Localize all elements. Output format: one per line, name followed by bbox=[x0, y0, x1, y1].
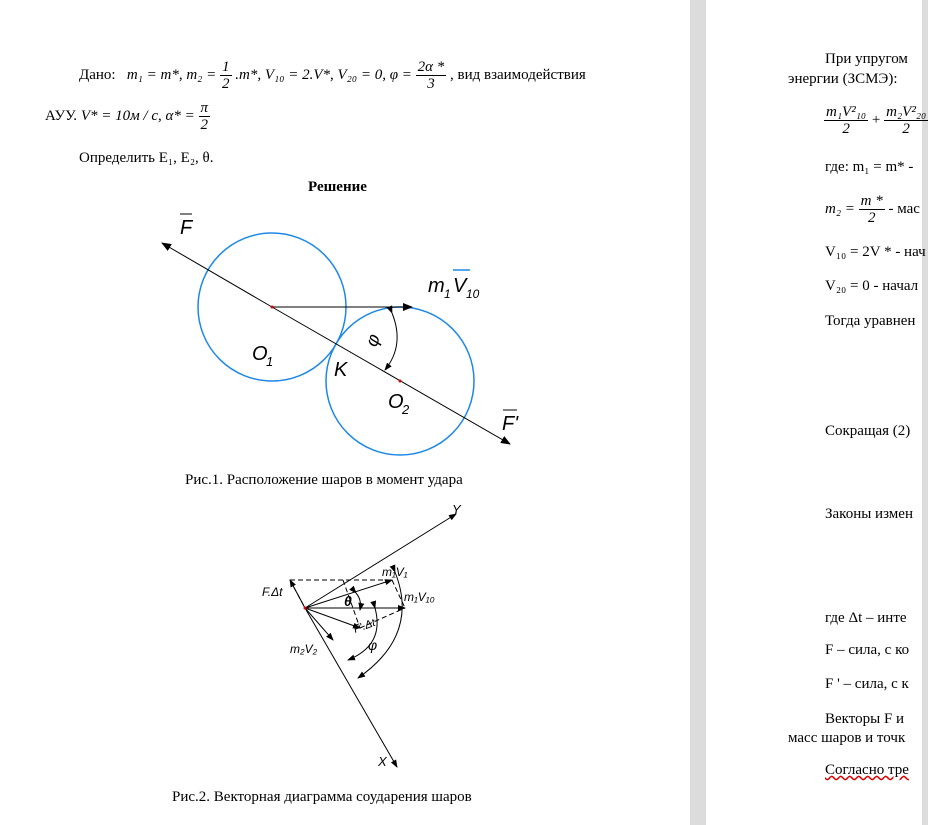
given-formula-a: m₁ = m*, m₂ = bbox=[126, 66, 217, 83]
center-O2-dot bbox=[399, 380, 402, 383]
laws-line: Законы измен bbox=[825, 506, 913, 522]
right-line-2: энергии (ЗСМЭ): bbox=[788, 71, 898, 87]
vectors-line: Векторы F и bbox=[825, 711, 905, 727]
label-Fp-dt: F'.Δt bbox=[351, 616, 377, 636]
label-m1v10-1: 1 bbox=[444, 287, 451, 301]
document-page-right bbox=[706, 0, 927, 825]
auu-label: АУУ. bbox=[45, 107, 78, 124]
F-force-line: F – сила, с ко bbox=[825, 642, 910, 658]
then-line: Тогда уравнен bbox=[825, 313, 916, 329]
m2-fraction: $\frac{m *}{2}$ bbox=[860, 193, 883, 226]
according-line: Согласно тре bbox=[825, 762, 909, 778]
label-m1v1: m₁V₁ bbox=[382, 565, 408, 579]
auu-line bbox=[45, 100, 210, 133]
angle-phi-arc bbox=[385, 313, 397, 370]
given-label: Дано: bbox=[79, 66, 116, 83]
axis-X bbox=[305, 608, 397, 767]
m2-line bbox=[825, 193, 920, 226]
given-line bbox=[79, 59, 586, 92]
given-tail: , вид взаимодействия bbox=[450, 66, 586, 83]
Fp-force-line: F ' – сила, с к bbox=[825, 676, 909, 692]
label-m1v10: m₁V₁₀ bbox=[404, 590, 435, 604]
reduce-line: Сокращая (2) bbox=[825, 423, 911, 439]
m2-label: m₂ = bbox=[825, 200, 855, 217]
label-phi-2: φ bbox=[368, 637, 378, 653]
figure-1-caption: Рис.1. Расположение шаров в момент удара bbox=[185, 472, 463, 488]
label-m1v10-m: m bbox=[428, 275, 445, 297]
label-O2: O bbox=[388, 391, 404, 413]
fraction-one-half: $\frac{1}{2}$ bbox=[222, 59, 230, 92]
center-O1-dot bbox=[271, 306, 274, 309]
label-phi: φ bbox=[361, 331, 385, 350]
energy-plus: + bbox=[871, 111, 881, 128]
angle-theta-arc bbox=[356, 593, 361, 610]
m2-tail: - мас bbox=[888, 200, 920, 217]
given-formula-b: .m*, V₁₀ = 2.V*, V₂₀ = 0, φ = bbox=[235, 66, 412, 83]
label-m1v10-v: V bbox=[453, 275, 467, 297]
where-m1: где: m₁ = m* - bbox=[825, 159, 914, 175]
figure-1-balls bbox=[0, 200, 690, 465]
label-K: K bbox=[334, 359, 348, 381]
label-m1v10-10: 10 bbox=[466, 287, 480, 301]
label-theta: θ bbox=[344, 593, 352, 609]
v20-line: V₂₀ = 0 - начал bbox=[825, 278, 919, 294]
label-X: X bbox=[378, 754, 387, 769]
label-O2-sub: 2 bbox=[402, 402, 410, 417]
v10-line: V₁₀ = 2V * - нач bbox=[825, 244, 926, 260]
auu-formula: V* = 10м / с, α* = bbox=[80, 107, 195, 124]
energy-equation bbox=[824, 104, 928, 137]
label-O1-sub: 1 bbox=[266, 354, 274, 369]
label-F: F bbox=[180, 217, 193, 239]
figure-2-vector-diagram bbox=[0, 500, 690, 780]
label-Y: Y bbox=[452, 502, 461, 517]
right-line-1: При упругом bbox=[825, 51, 908, 67]
solution-heading: Решение bbox=[308, 179, 367, 195]
fraction-phi: $\frac{2\alpha *}{3}$ bbox=[417, 59, 445, 92]
label-m2v2: m₂V₂ bbox=[290, 642, 318, 656]
masses-line: масс шаров и точк bbox=[788, 730, 906, 746]
figure-2-caption: Рис.2. Векторная диаграмма соударения шаров bbox=[172, 789, 472, 805]
label-Fprime: F' bbox=[502, 413, 519, 435]
label-O1: O bbox=[252, 343, 268, 365]
fraction-pi: $\frac{\pi}{2}$ bbox=[200, 100, 209, 133]
dt-line: где Δt – инте bbox=[825, 610, 907, 626]
origin-dot bbox=[304, 607, 307, 610]
force-F-arrow bbox=[162, 243, 272, 307]
determine-line: Определить E₁, E₂, θ. bbox=[79, 150, 214, 166]
energy-term-2: $\frac{\text{m₂V²₂₀}}{2}$ bbox=[886, 104, 927, 137]
energy-term-1: $\frac{\text{m₁V²₁₀}}{2}$ bbox=[826, 104, 867, 137]
label-F-dt: F.Δt bbox=[262, 585, 283, 599]
